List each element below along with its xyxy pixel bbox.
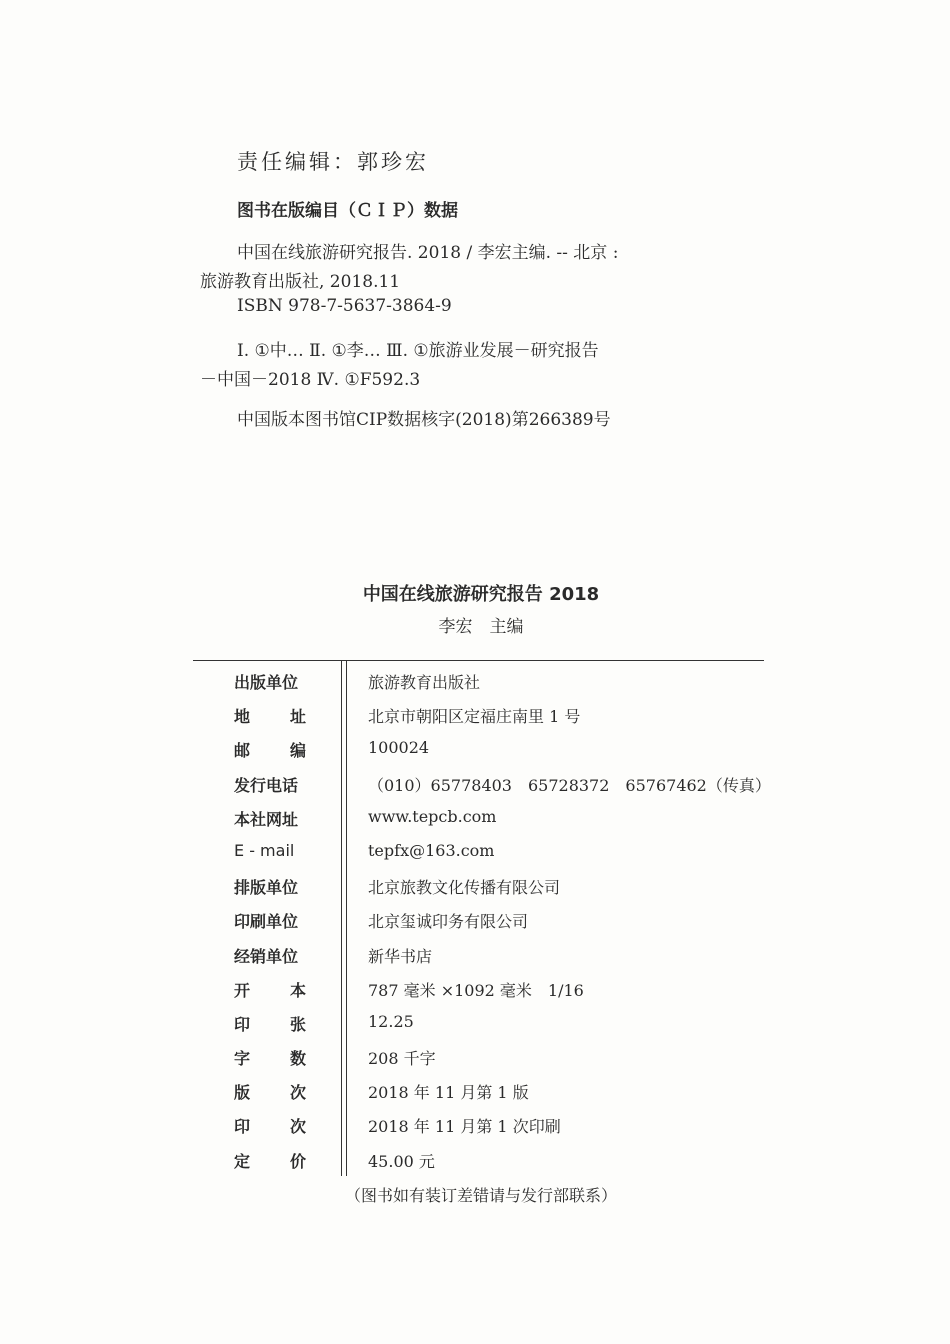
table-row <box>0 938 950 972</box>
row-value: 北京市朝阳区定福庄南里 1 号 <box>368 707 581 727</box>
table-top-rule <box>193 660 764 661</box>
row-label: 印 次 <box>234 1117 306 1137</box>
table-row <box>0 1108 950 1142</box>
cip-line: Ⅰ. ①中… Ⅱ. ①李… Ⅲ. ①旅游业发展－研究报告 <box>237 341 599 361</box>
row-value: 787 毫米 ×1092 毫米 1/16 <box>368 980 584 1000</box>
table-row <box>0 801 950 835</box>
cip-isbn: ISBN 978-7-5637-3864-9 <box>237 296 452 316</box>
row-value: 北京旅教文化传播有限公司 <box>368 878 561 898</box>
row-value: www.tepcb.com <box>368 806 497 826</box>
binding-error-note: （图书如有装订差错请与发行部联系） <box>344 1186 617 1205</box>
row-label: 出版单位 <box>234 673 299 692</box>
table-row <box>0 903 950 937</box>
row-label: E - mail <box>234 840 295 860</box>
table-row <box>0 767 950 801</box>
row-value: 北京玺诚印务有限公司 <box>368 912 529 932</box>
row-value: 100024 <box>368 738 430 758</box>
row-label: 经销单位 <box>234 946 299 966</box>
book-title: 中国在线旅游研究报告 2018 <box>362 584 600 605</box>
row-value: 12.25 <box>368 1011 414 1031</box>
row-label: 版 次 <box>234 1083 306 1103</box>
row-value: （010）65778403 65728372 65767462（传真） <box>368 775 771 795</box>
row-label: 印 张 <box>234 1014 306 1034</box>
row-label: 发行电话 <box>234 775 299 795</box>
row-label: 定 价 <box>234 1151 306 1171</box>
row-label: 地 址 <box>234 707 306 727</box>
row-value: 208 千字 <box>368 1049 436 1069</box>
table-row <box>0 835 950 869</box>
row-value: tepfx@163.com <box>368 840 495 860</box>
publication-info-table <box>0 664 950 1177</box>
cip-heading: 图书在版编目（ＣＩＰ）数据 <box>237 201 458 221</box>
table-row <box>0 732 950 766</box>
row-label: 本社网址 <box>234 809 299 829</box>
table-row <box>0 1006 950 1040</box>
table-row <box>0 1040 950 1074</box>
table-row <box>0 664 950 698</box>
row-label: 印刷单位 <box>234 912 299 932</box>
row-label: 排版单位 <box>234 878 299 898</box>
cip-line: －中国－2018 Ⅳ. ①F592.3 <box>200 370 421 390</box>
table-row <box>0 698 950 732</box>
row-label: 邮 编 <box>234 741 306 761</box>
cip-line: 中国在线旅游研究报告. 2018 / 李宏主编. -- 北京 : <box>237 243 619 263</box>
row-value: 新华书店 <box>368 946 433 966</box>
row-value: 旅游教育出版社 <box>368 673 481 692</box>
table-row <box>0 1074 950 1108</box>
row-label: 字 数 <box>234 1049 306 1069</box>
row-value: 2018 年 11 月第 1 次印刷 <box>368 1117 561 1137</box>
responsible-editor: 责任编辑：郭珍宏 <box>237 150 429 174</box>
table-row <box>0 972 950 1006</box>
row-value: 45.00 元 <box>368 1151 435 1171</box>
cip-line: 旅游教育出版社, 2018.11 <box>200 272 401 292</box>
row-value: 2018 年 11 月第 1 版 <box>368 1083 529 1103</box>
row-label: 开 本 <box>234 980 306 1000</box>
table-row <box>0 1143 950 1177</box>
book-chief-editor: 李宏 主编 <box>438 617 524 637</box>
table-row <box>0 869 950 903</box>
cip-record-number: 中国版本图书馆CIP数据核字(2018)第266389号 <box>237 410 611 430</box>
